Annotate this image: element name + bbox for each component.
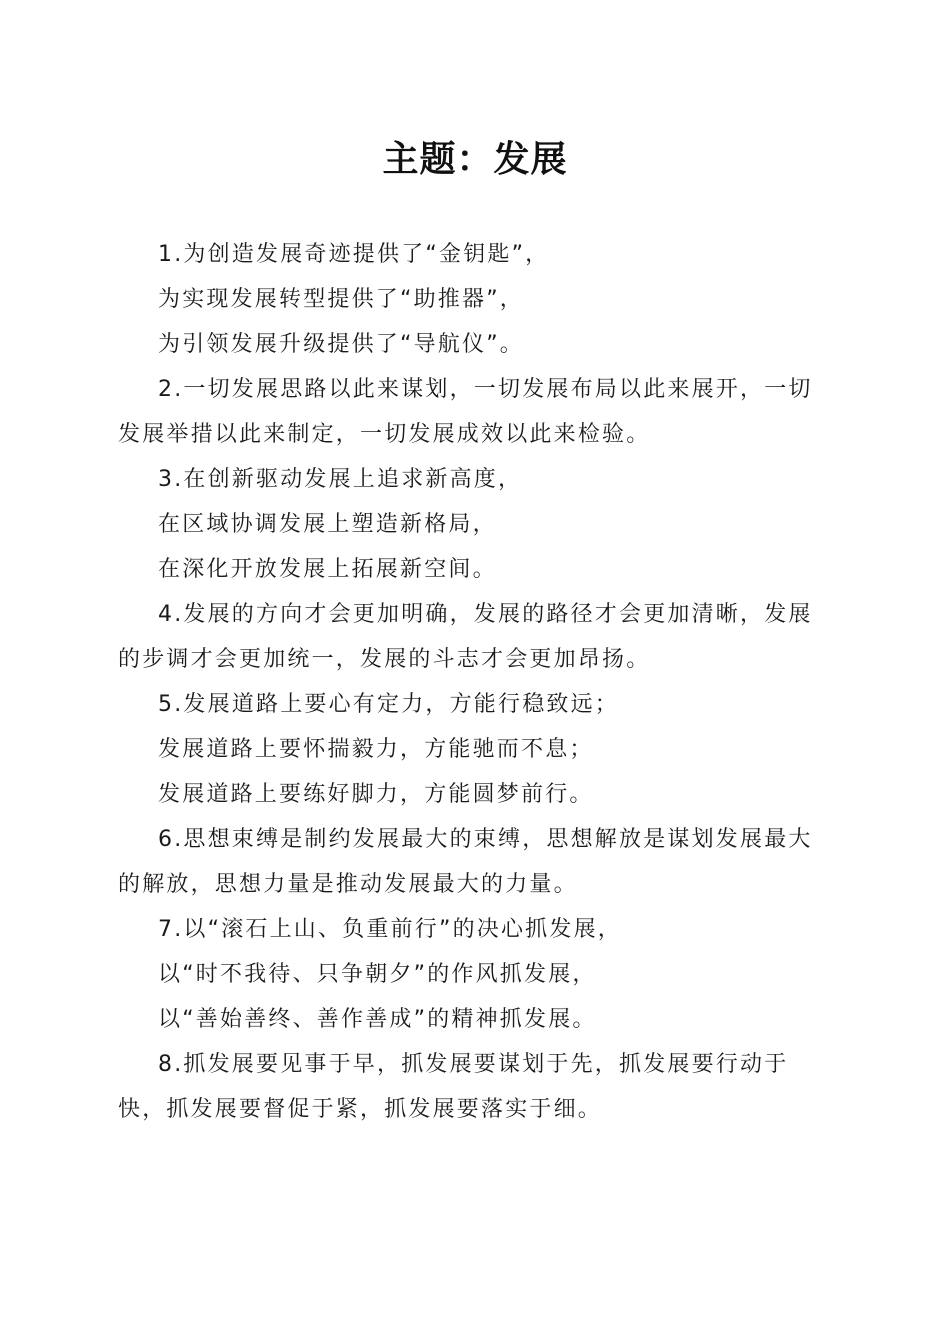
- paragraph-7-line-3: 以“善始善终、善作善成”的精神抓发展。: [158, 1007, 597, 1032]
- paragraph-5-line-3: 发展道路上要练好脚力，方能圆梦前行。: [158, 782, 594, 807]
- paragraph-5: 5.发展道路上要心有定力，方能行稳致远；: [158, 692, 619, 717]
- paragraph-2: 2.一切发展思路以此来谋划，一切发展布局以此来展开，一切发展举措以此来制定，一切发展成效以此来检验。: [118, 377, 813, 447]
- paragraph-4: 4.发展的方向才会更加明确，发展的路径才会更加清晰，发展的步调才会更加统一，发展的斗志才会更加昂扬。: [118, 602, 813, 672]
- paragraph-7: 7.以“滚石上山、负重前行”的决心抓发展，: [158, 917, 622, 942]
- paragraph-3: 3.在创新驱动发展上追求新高度，: [158, 467, 523, 492]
- paragraph-8: 8.抓发展要见事于早，抓发展要谋划于先，抓发展要行动于快，抓发展要督促于紧，抓发展要落实于细。: [118, 1052, 789, 1122]
- document-body: [118, 232, 823, 1132]
- paragraph-3-line-3: 在深化开放发展上拓展新空间。: [158, 557, 497, 582]
- paragraph-7-line-2: 以“时不我待、只争朝夕”的作风抓发展，: [158, 962, 597, 987]
- paragraph-1: 1.为创造发展奇迹提供了“金钥匙”，: [158, 242, 550, 267]
- paragraph-5-line-2: 发展道路上要怀揣毅力，方能驰而不息；: [158, 737, 594, 762]
- document-title: 主题：发展: [382, 138, 568, 180]
- paragraph-1-line-3: 为引领发展升级提供了“导航仪”。: [158, 332, 524, 357]
- paragraph-1-line-2: 为实现发展转型提供了“助推器”，: [158, 287, 524, 312]
- paragraph-3-line-2: 在区域协调发展上塑造新格局，: [158, 512, 497, 537]
- paragraph-6: 6.思想束缚是制约发展最大的束缚，思想解放是谋划发展最大的解放，思想力量是推动发展最大的力量。: [118, 827, 813, 897]
